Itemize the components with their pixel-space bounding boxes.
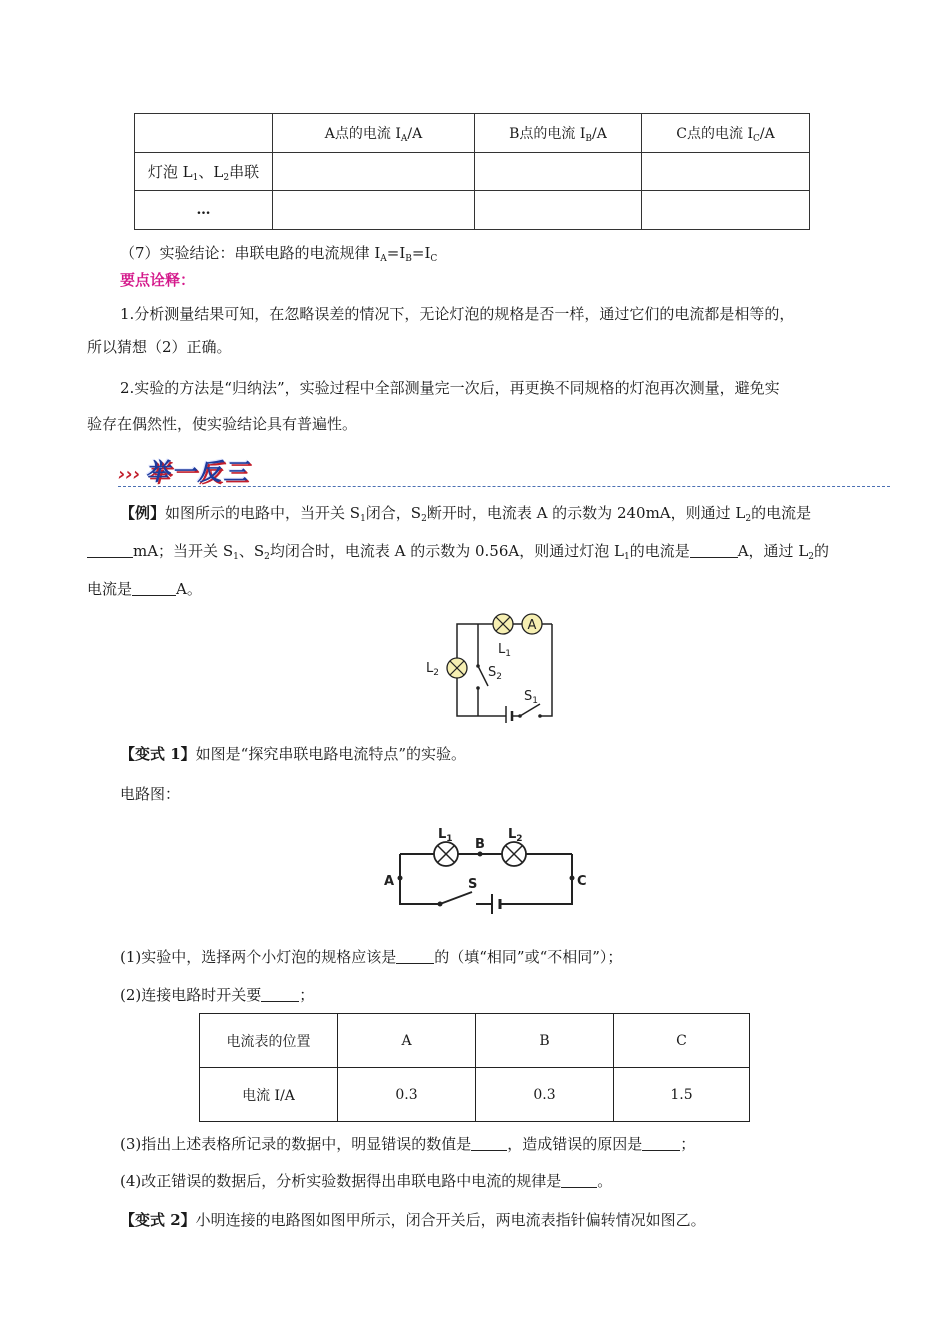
answer-blank[interactable] bbox=[87, 543, 133, 558]
diagram-label: 电路图： bbox=[120, 785, 181, 803]
variant-1-intro: 【变式 1】如图是“探究串联电路电流特点”的实验。 bbox=[120, 745, 467, 763]
answer-blank[interactable] bbox=[396, 949, 434, 964]
cell-current-c: 1.5 bbox=[614, 1068, 750, 1122]
svg-text:A: A bbox=[527, 618, 537, 633]
answer-blank[interactable] bbox=[261, 987, 299, 1002]
svg-text:A: A bbox=[384, 874, 395, 889]
table-row bbox=[135, 191, 810, 230]
svg-text:L1: $L_1$ bbox=[438, 827, 453, 844]
svg-text:L2: $L_2$ bbox=[508, 827, 523, 844]
svg-text:S1: $S_1$ bbox=[524, 689, 538, 706]
example-line-2: mA；当开关 $S_1$、$S_2$均闭合时，电流表 A 的示数为 0.56A，则通过灯泡 $L_1$的电流是 A，通过 $L_2$的 bbox=[87, 541, 829, 561]
answer-blank[interactable] bbox=[132, 581, 176, 596]
question-1: (1)实验中，选择两个小灯泡的规格应该是 的（填“相同”或“不相同”）； bbox=[120, 948, 623, 966]
cell-current-b: 0.3 bbox=[476, 1068, 614, 1122]
answer-blank[interactable] bbox=[561, 1173, 597, 1188]
table-header-a: A点的电流 $I_A/A$ bbox=[273, 114, 475, 153]
experiment-conclusion: （7）实验结论：串联电路的电流规律 $I_A=I_B=I_C$ bbox=[120, 244, 438, 264]
table-header-empty bbox=[135, 114, 273, 153]
table-row bbox=[135, 153, 810, 191]
table-cell bbox=[273, 153, 475, 191]
section-banner bbox=[118, 452, 249, 487]
example-line-1: 【例】如图所示的电路中，当开关 $S_1$闭合，$S_2$断开时，电流表 A 的示数为 240mA，则通过 $L_2$的电流是 bbox=[120, 504, 812, 524]
lamp-l2-icon bbox=[447, 658, 467, 678]
lamp-l1-icon bbox=[434, 842, 458, 866]
lamp-l2-icon bbox=[502, 842, 526, 866]
cell-current-a: 0.3 bbox=[338, 1068, 476, 1122]
table-header-c: C bbox=[614, 1014, 750, 1068]
key-point-2-line2: 验存在偶然性，使实验结论具有普遍性。 bbox=[87, 415, 358, 433]
table-cell bbox=[642, 191, 810, 230]
table-header-a: A bbox=[338, 1014, 476, 1068]
table-header-position: 电流表的位置 bbox=[200, 1014, 338, 1068]
svg-text:L1: $L_1$ bbox=[498, 642, 511, 659]
ammeter-icon bbox=[522, 614, 542, 634]
key-point-1-line2: 所以猜想（2）正确。 bbox=[87, 338, 232, 356]
answer-blank[interactable] bbox=[471, 1136, 507, 1151]
table-cell bbox=[475, 153, 642, 191]
key-point-2-line1: 2.实验的方法是“归纳法”，实验过程中全部测量完一次后，再更换不同规格的灯泡再次测量，避免实 bbox=[120, 379, 780, 397]
table-header-b: B bbox=[476, 1014, 614, 1068]
measurement-table bbox=[134, 113, 810, 230]
example-line-3: 电流是 A。 bbox=[87, 580, 202, 598]
table-header-c: C点的电流 $I_C/A$ bbox=[642, 114, 810, 153]
table-header-b: B点的电流 $I_B/A$ bbox=[475, 114, 642, 153]
answer-blank[interactable] bbox=[690, 543, 738, 558]
svg-text:L2: $L_2$ bbox=[426, 661, 439, 678]
svg-text:S2: $S_2$ bbox=[488, 665, 502, 682]
banner-arrows-icon: ››› bbox=[118, 464, 141, 485]
key-point-1-line1: 1.分析测量结果可知，在忽略误差的情况下，无论灯泡的规格是否一样，通过它们的电流都是相等的， bbox=[120, 305, 795, 323]
svg-text:B: B bbox=[475, 837, 485, 852]
row-label-ellipsis: … bbox=[135, 191, 273, 230]
ammeter-readings-table bbox=[199, 1013, 750, 1122]
key-points-title: 要点诠释： bbox=[120, 271, 196, 289]
banner-title: 举一反三 bbox=[145, 458, 250, 486]
table-cell bbox=[642, 153, 810, 191]
svg-text:S: S bbox=[468, 877, 478, 892]
question-4: (4)改正错误的数据后，分析实验数据得出串联电路中电流的规律是 。 bbox=[120, 1172, 613, 1190]
answer-blank[interactable] bbox=[642, 1136, 680, 1151]
table-cell bbox=[475, 191, 642, 230]
banner-divider bbox=[118, 486, 890, 487]
question-3: (3)指出上述表格所记录的数据中，明显错误的数值是 ，造成错误的原因是 ； bbox=[120, 1135, 696, 1153]
circuit-diagram-series bbox=[380, 822, 595, 914]
circuit-diagram-example bbox=[420, 608, 565, 723]
row-label-current: 电流 I/A bbox=[200, 1068, 338, 1122]
svg-text:C: C bbox=[577, 874, 587, 889]
lamp-l1-icon bbox=[493, 614, 513, 634]
variant-2-intro: 【变式 2】小明连接的电路图如图甲所示，闭合开关后，两电流表指针偏转情况如图乙。 bbox=[120, 1211, 706, 1229]
table-cell bbox=[273, 191, 475, 230]
table-row bbox=[200, 1068, 750, 1122]
row-label-series: 灯泡 $L_1$、$L_2$串联 bbox=[135, 153, 273, 191]
question-2: (2)连接电路时开关要 ； bbox=[120, 986, 315, 1004]
